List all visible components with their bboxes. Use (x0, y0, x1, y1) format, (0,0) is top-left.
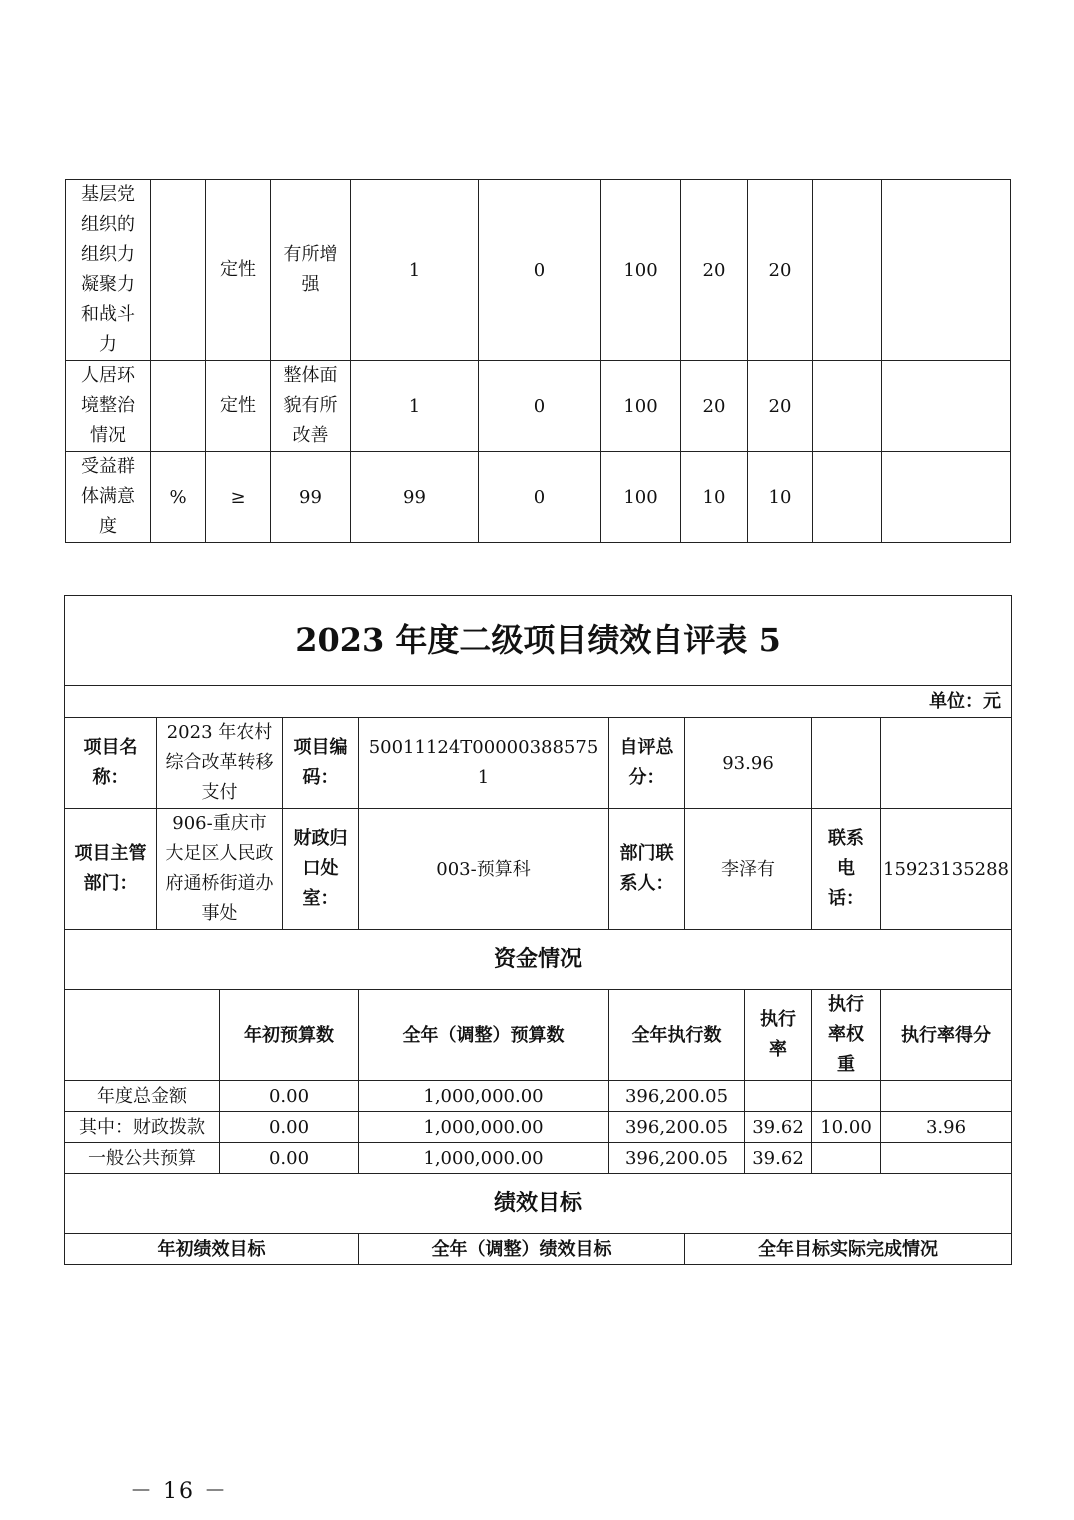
indicator-value (882, 452, 1011, 543)
funds-cell: 396,200.05 (609, 1143, 745, 1174)
indicator-value (882, 180, 1011, 361)
funds-cell (812, 1081, 881, 1112)
table-row (65, 1143, 1012, 1174)
table-row (66, 361, 1011, 452)
project-name: 2023 年农村综合改革转移支付 (157, 718, 283, 809)
indicator-value (813, 452, 882, 543)
funds-row-label: 一般公共预算 (65, 1143, 220, 1174)
indicator-value: 1 (351, 361, 479, 452)
indicator-operator: 定性 (206, 180, 271, 361)
funds-cell: 3.96 (881, 1112, 1012, 1143)
indicator-value: 10 (748, 452, 813, 543)
funds-header: 执行率得分 (881, 990, 1012, 1081)
contact-label: 部门联系人： (609, 809, 685, 930)
funds-cell: 1,000,000.00 (359, 1081, 609, 1112)
funds-cell: 396,200.05 (609, 1081, 745, 1112)
phone-label: 联系电话： (812, 809, 881, 930)
indicator-value: 0 (479, 180, 601, 361)
indicator-value (813, 361, 882, 452)
finance-label: 财政归口处室： (283, 809, 359, 930)
perf-section-title: 绩效目标 (65, 1174, 1012, 1234)
indicator-operator: 定性 (206, 361, 271, 452)
indicator-value: 100 (601, 452, 681, 543)
funds-cell: 10.00 (812, 1112, 881, 1143)
table-row (66, 180, 1011, 361)
dept: 906-重庆市大足区人民政府通桥街道办事处 (157, 809, 283, 930)
phone-number: 15923135288 (881, 809, 1012, 930)
unit-label: 单位：元 (65, 686, 1012, 718)
contact-person: 李泽有 (685, 809, 812, 930)
funds-row-label: 其中：财政拨款 (65, 1112, 220, 1143)
funds-cell (881, 1081, 1012, 1112)
funds-cell: 39.62 (745, 1112, 812, 1143)
funds-header: 全年（调整）预算数 (359, 990, 609, 1081)
form-title: 2023 年度二级项目绩效自评表 5 (65, 596, 1012, 686)
table-row (66, 452, 1011, 543)
funds-row-label: 年度总金额 (65, 1081, 220, 1112)
funds-cell: 0.00 (220, 1081, 359, 1112)
indicator-value: 10 (681, 452, 748, 543)
indicator-unit (151, 361, 206, 452)
funds-cell (812, 1143, 881, 1174)
indicator-table (65, 179, 1011, 543)
perf-header: 年初绩效目标 (65, 1234, 359, 1265)
table-row (65, 1081, 1012, 1112)
indicator-value: 1 (351, 180, 479, 361)
indicator-value: 100 (601, 361, 681, 452)
indicator-target: 有所增强 (271, 180, 351, 361)
project-code: 50011124T000003885751 (359, 718, 609, 809)
indicator-name: 人居环境整治情况 (66, 361, 151, 452)
indicator-value: 0 (479, 452, 601, 543)
perf-header: 全年目标实际完成情况 (685, 1234, 1012, 1265)
funds-cell (745, 1081, 812, 1112)
page-number: － 16 － (130, 1479, 228, 1504)
funds-cell: 39.62 (745, 1143, 812, 1174)
finance-office: 003-预算科 (359, 809, 609, 930)
project-name-label: 项目名称： (65, 718, 157, 809)
score-label: 自评总分： (609, 718, 685, 809)
empty-cell (65, 990, 220, 1081)
indicator-value: 20 (681, 361, 748, 452)
funds-header: 全年执行数 (609, 990, 745, 1081)
indicator-value (882, 361, 1011, 452)
perf-header: 全年（调整）绩效目标 (359, 1234, 685, 1265)
indicator-value: 20 (748, 361, 813, 452)
empty-cell (812, 718, 881, 809)
funds-cell: 0.00 (220, 1143, 359, 1174)
indicator-target: 整体面貌有所改善 (271, 361, 351, 452)
funds-cell: 1,000,000.00 (359, 1143, 609, 1174)
dept-label: 项目主管部门： (65, 809, 157, 930)
funds-header: 执行率 (745, 990, 812, 1081)
indicator-operator: ≥ (206, 452, 271, 543)
funds-section-title: 资金情况 (65, 930, 1012, 990)
indicator-value: 100 (601, 180, 681, 361)
indicator-value: 99 (351, 452, 479, 543)
table-row (65, 1112, 1012, 1143)
project-code-label: 项目编码： (283, 718, 359, 809)
indicator-value: 0 (479, 361, 601, 452)
indicator-unit (151, 180, 206, 361)
funds-header: 执行率权重 (812, 990, 881, 1081)
total-score: 93.96 (685, 718, 812, 809)
indicator-value: 20 (681, 180, 748, 361)
funds-cell (881, 1143, 1012, 1174)
indicator-unit: % (151, 452, 206, 543)
funds-cell: 0.00 (220, 1112, 359, 1143)
self-evaluation-form (64, 595, 1012, 1265)
indicator-value (813, 180, 882, 361)
funds-cell: 1,000,000.00 (359, 1112, 609, 1143)
indicator-name: 受益群体满意度 (66, 452, 151, 543)
empty-cell (881, 718, 1012, 809)
funds-header: 年初预算数 (220, 990, 359, 1081)
indicator-target: 99 (271, 452, 351, 543)
funds-cell: 396,200.05 (609, 1112, 745, 1143)
indicator-name: 基层党组织的组织力凝聚力和战斗力 (66, 180, 151, 361)
indicator-value: 20 (748, 180, 813, 361)
